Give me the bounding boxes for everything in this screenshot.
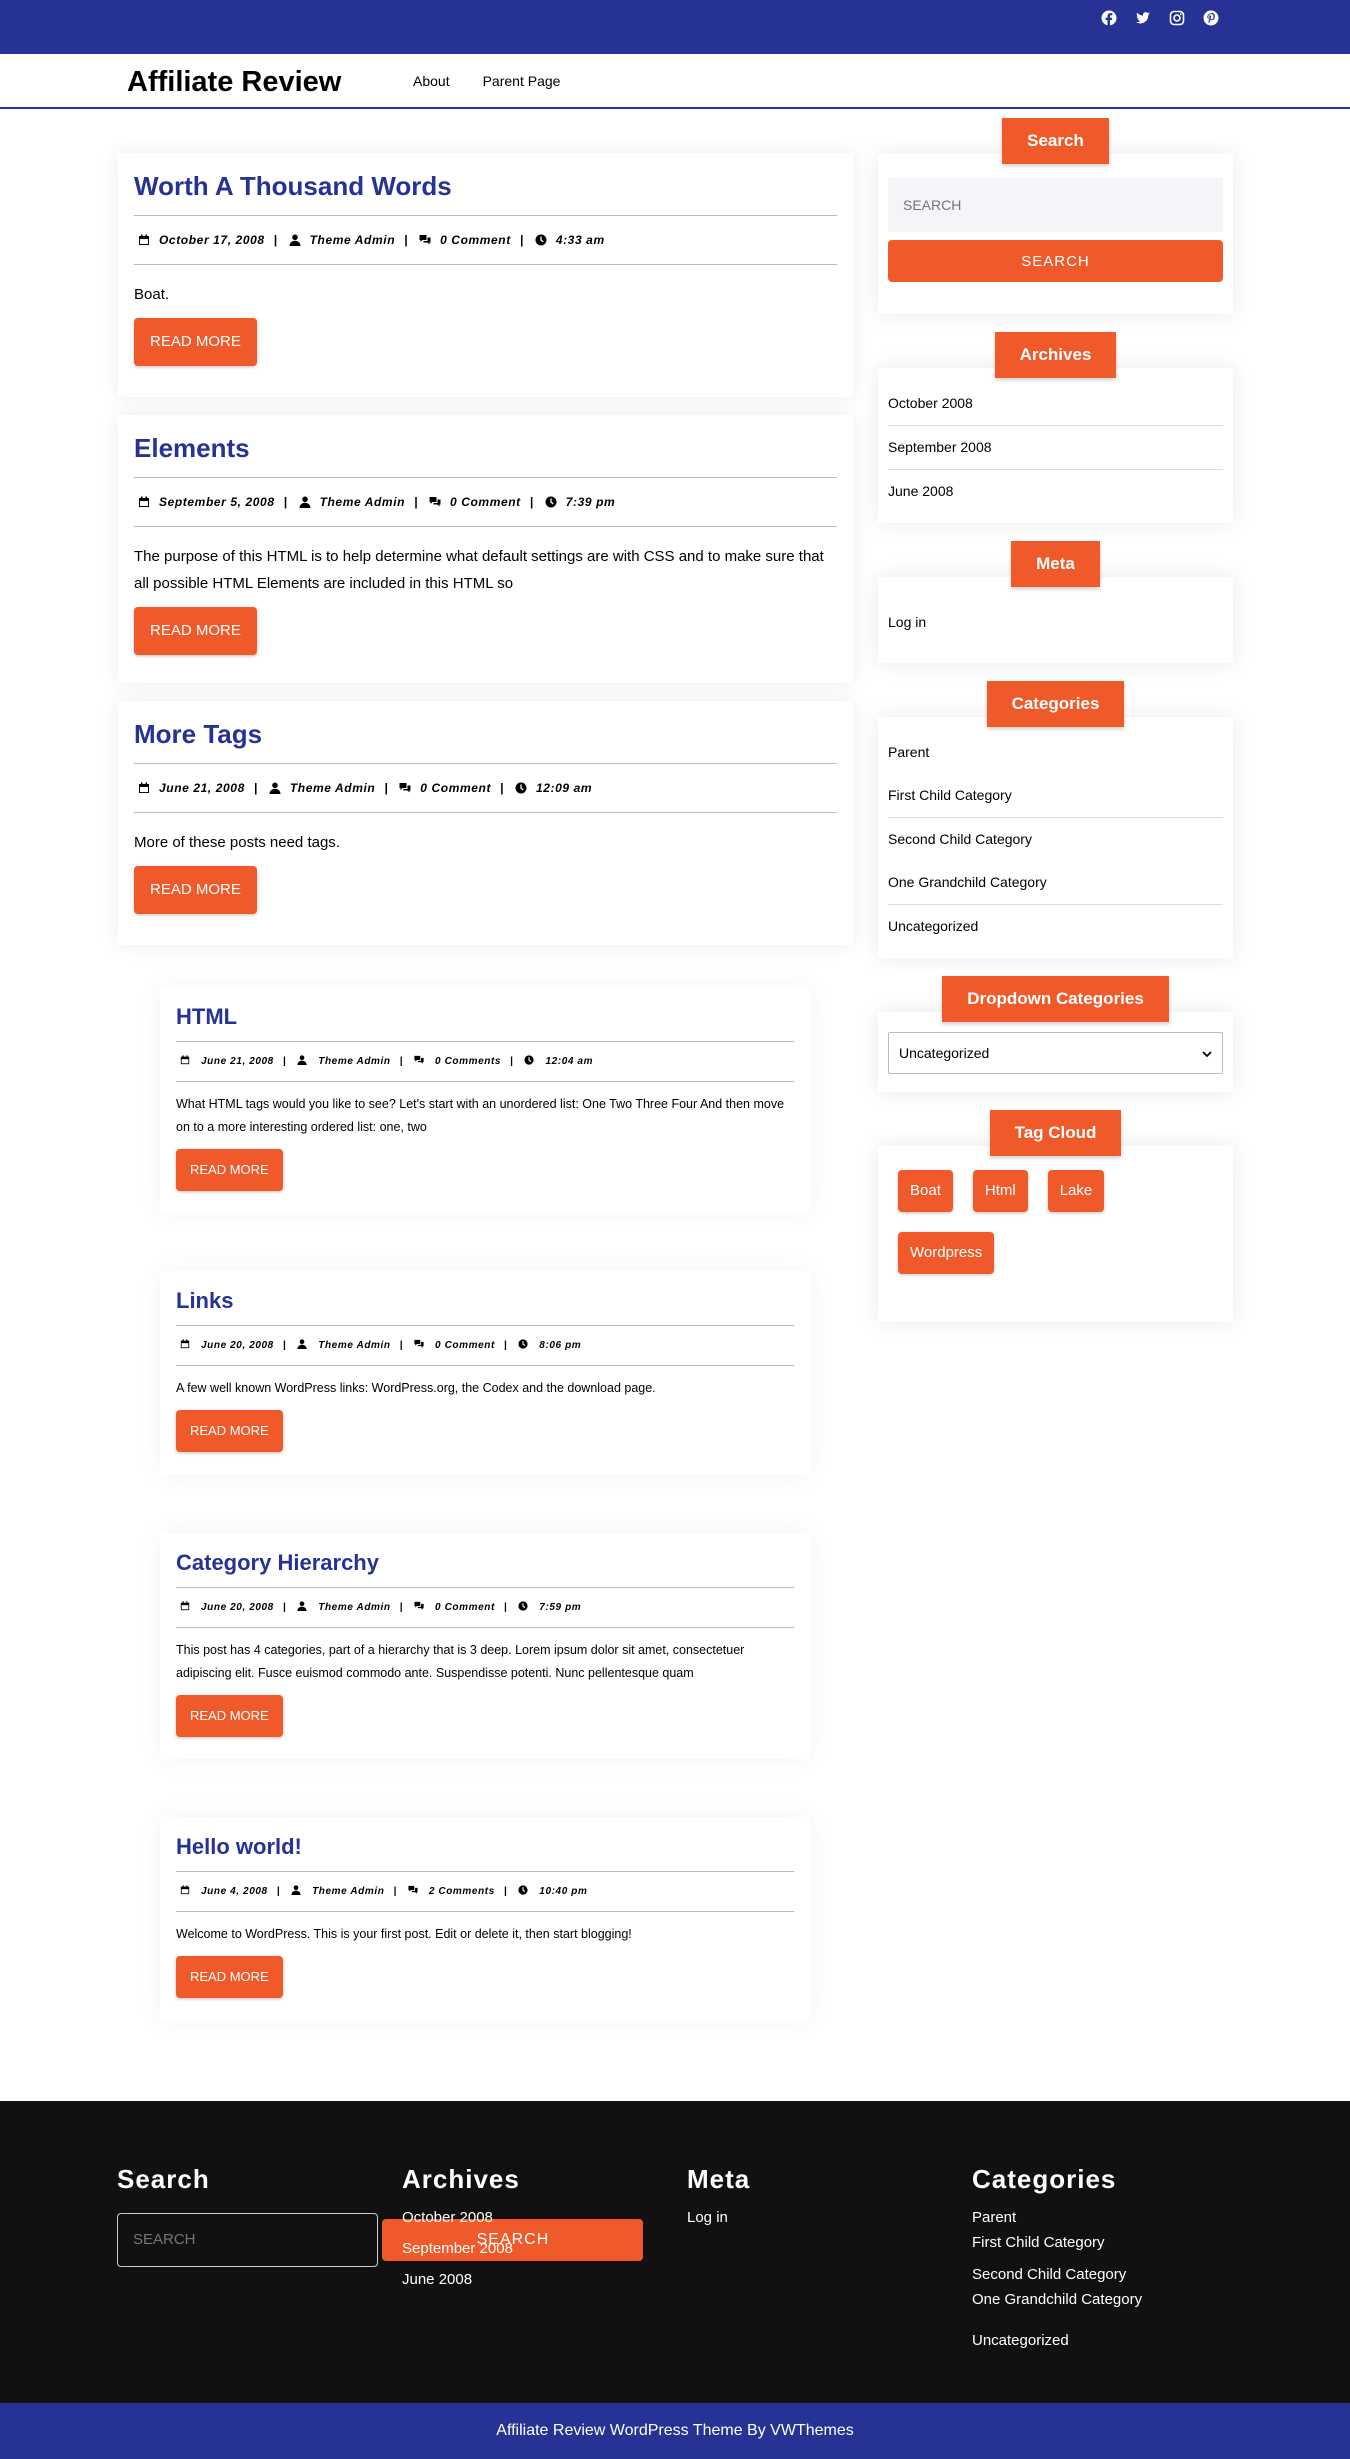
footer-archive-link[interactable]: September 2008 xyxy=(402,2240,513,2257)
post-time: 12:09 am xyxy=(536,781,593,795)
clock-icon xyxy=(515,782,528,795)
chevron-down-icon xyxy=(1202,1045,1212,1061)
category-link[interactable]: Second Child Category xyxy=(888,831,1032,847)
post-card xyxy=(160,1533,810,1759)
archive-link[interactable]: June 2008 xyxy=(888,483,954,499)
post-title[interactable]: Category Hierarchy xyxy=(176,1549,794,1588)
post-excerpt: Welcome to WordPress. This is your first post. Edit or delete it, then start blogging! xyxy=(176,1927,632,1941)
category-link[interactable]: Parent xyxy=(888,744,930,760)
footer-category-link[interactable]: One Grandchild Category xyxy=(972,2291,1143,2308)
post-time: 7:39 pm xyxy=(565,495,616,509)
post-card xyxy=(118,153,853,397)
post-time: 8:06 pm xyxy=(539,1340,582,1351)
archive-link[interactable]: September 2008 xyxy=(888,426,1223,470)
comments-icon xyxy=(399,782,412,795)
footer-widget-title: Meta xyxy=(687,2164,751,2194)
post-date[interactable]: June 20, 2008 xyxy=(201,1340,274,1351)
search-widget xyxy=(878,118,1233,314)
facebook-icon[interactable] xyxy=(1100,9,1118,27)
post-time: 4:33 am xyxy=(555,233,605,247)
category-select[interactable] xyxy=(888,1032,1223,1074)
clock-icon xyxy=(545,496,558,509)
post-author[interactable]: Theme Admin xyxy=(309,233,396,247)
post-author[interactable]: Theme Admin xyxy=(312,1886,385,1897)
twitter-icon[interactable] xyxy=(1134,9,1152,27)
footer-category-link[interactable]: Parent xyxy=(972,2209,1017,2226)
post-title[interactable]: HTML xyxy=(176,1003,794,1042)
post-author[interactable]: Theme Admin xyxy=(318,1602,391,1613)
widget-title: Search xyxy=(1002,118,1109,164)
post-meta: June 21, 2008 | Theme Admin | 0 Comments | 12:04 am xyxy=(176,1042,794,1082)
post-title[interactable]: Hello world! xyxy=(176,1833,794,1872)
tag-link[interactable]: Lake xyxy=(1048,1170,1105,1212)
footer-archives xyxy=(402,2164,520,2288)
post-title[interactable]: Worth A Thousand Words xyxy=(134,169,837,216)
category-link[interactable]: One Grandchild Category xyxy=(888,861,1223,905)
widget-title: Categories xyxy=(987,681,1125,727)
post-meta: October 17, 2008 | Theme Admin | 0 Comment | 4:33 am xyxy=(134,216,837,265)
nav-parent-page[interactable]: Parent Page xyxy=(482,73,561,89)
footer-login-link[interactable]: Log in xyxy=(687,2209,728,2226)
social-links xyxy=(1100,9,1220,27)
read-more-button[interactable]: READ MORE xyxy=(176,1149,283,1191)
tag-link[interactable]: Wordpress xyxy=(898,1232,994,1274)
comments-icon xyxy=(429,496,442,509)
calendar-icon xyxy=(180,1055,193,1068)
post-card xyxy=(160,987,810,1213)
read-more-button[interactable]: READ MORE xyxy=(134,607,257,655)
calendar-icon xyxy=(180,1885,193,1898)
widget-title: Dropdown Categories xyxy=(942,976,1169,1022)
comments-icon xyxy=(414,1339,427,1352)
post-author[interactable]: Theme Admin xyxy=(318,1340,391,1351)
clock-icon xyxy=(518,1601,531,1614)
widget-title: Archives xyxy=(995,332,1117,378)
post-time: 12:04 am xyxy=(545,1056,594,1067)
post-excerpt: The purpose of this HTML is to help determine what default settings are with CSS and to make sure that all possible HTML Elements are included in this HTML so xyxy=(134,548,824,592)
footer-category-link[interactable]: First Child Category xyxy=(972,2234,1105,2251)
category-link[interactable]: First Child Category xyxy=(888,774,1223,818)
footer-search-input[interactable] xyxy=(117,2213,378,2267)
sidebar xyxy=(878,118,1233,1340)
post-meta: June 21, 2008 | Theme Admin | 0 Comment | 12:09 am xyxy=(134,764,837,813)
search-input[interactable] xyxy=(888,178,1223,232)
read-more-button[interactable]: READ MORE xyxy=(134,866,257,914)
widget-title: Tag Cloud xyxy=(990,1110,1122,1156)
post-comments[interactable]: 0 Comment xyxy=(440,233,511,247)
post-card xyxy=(118,701,853,945)
site-header xyxy=(0,54,1350,109)
post-time: 10:40 pm xyxy=(539,1886,588,1897)
post-date[interactable]: June 21, 2008 xyxy=(201,1056,274,1067)
post-excerpt: Boat. xyxy=(134,286,170,303)
clock-icon xyxy=(524,1055,537,1068)
post-author[interactable]: Theme Admin xyxy=(319,495,406,509)
post-title[interactable]: More Tags xyxy=(134,717,837,764)
tag-link[interactable]: Html xyxy=(973,1170,1028,1212)
dropdown-categories-widget xyxy=(878,976,1233,1092)
widget-title: Meta xyxy=(1011,541,1100,587)
footer-meta xyxy=(687,2164,750,2226)
nav-about[interactable]: About xyxy=(413,73,450,89)
post-date[interactable]: October 17, 2008 xyxy=(159,233,265,247)
user-icon xyxy=(297,1339,310,1352)
post-time: 7:59 pm xyxy=(539,1602,582,1613)
post-card xyxy=(160,1271,810,1475)
post-excerpt: More of these posts need tags. xyxy=(134,834,340,851)
top-bar xyxy=(0,0,1350,54)
site-title[interactable]: Affiliate Review xyxy=(127,66,342,98)
user-icon xyxy=(289,234,302,247)
footer-categories xyxy=(972,2164,1142,2349)
tag-link[interactable]: Boat xyxy=(898,1170,953,1212)
post-date[interactable]: June 21, 2008 xyxy=(159,781,245,795)
post-author[interactable]: Theme Admin xyxy=(289,781,376,795)
post-card xyxy=(118,415,853,683)
copyright[interactable]: Affiliate Review WordPress Theme By VWThemes xyxy=(0,2403,1350,2459)
footer-widget-title: Archives xyxy=(402,2164,520,2194)
main-nav xyxy=(413,73,560,89)
read-more-button[interactable]: READ MORE xyxy=(176,1956,283,1998)
footer-search-button[interactable]: SEARCH xyxy=(382,2219,643,2261)
clock-icon xyxy=(535,234,548,247)
tag-cloud-widget xyxy=(878,1110,1233,1322)
clock-icon xyxy=(518,1885,531,1898)
user-icon xyxy=(269,782,282,795)
post-title[interactable]: Elements xyxy=(134,431,837,478)
meta-widget xyxy=(878,541,1233,663)
pinterest-icon[interactable] xyxy=(1202,9,1220,27)
post-excerpt: What HTML tags would you like to see? Let's start with an unordered list: One Two Three Four And then move on to a more interesting ordered list: one, two xyxy=(176,1097,785,1134)
read-more-button[interactable]: READ MORE xyxy=(134,318,257,366)
user-icon xyxy=(297,1055,310,1068)
post-date[interactable]: June 4, 2008 xyxy=(201,1886,268,1897)
read-more-button[interactable]: READ MORE xyxy=(176,1695,283,1737)
post-date[interactable]: September 5, 2008 xyxy=(159,495,275,509)
post-date[interactable]: June 20, 2008 xyxy=(201,1602,274,1613)
post-excerpt: This post has 4 categories, part of a hierarchy that is 3 deep. Lorem ipsum dolor sit amet, consectetuer adipiscing elit. Fusce euismod commodo ante. Suspendisse potenti. Nunc pellentesque quam xyxy=(176,1643,745,1680)
categories-widget xyxy=(878,681,1233,958)
post-comments[interactable]: 0 Comment xyxy=(420,781,492,795)
meta-login-link[interactable]: Log in xyxy=(888,614,927,630)
post-meta: June 20, 2008 | Theme Admin | 0 Comment | 8:06 pm xyxy=(176,1326,794,1366)
search-button[interactable]: SEARCH xyxy=(888,240,1223,282)
post-list xyxy=(118,153,853,2079)
calendar-icon xyxy=(180,1339,193,1352)
clock-icon xyxy=(518,1339,531,1352)
post-title[interactable]: Links xyxy=(176,1287,794,1326)
comments-icon xyxy=(408,1885,421,1898)
calendar-icon xyxy=(180,1601,193,1614)
post-comments[interactable]: 0 Comment xyxy=(435,1602,495,1613)
post-comments[interactable]: 2 Comments xyxy=(428,1886,495,1897)
post-comments[interactable]: 0 Comment xyxy=(450,495,521,509)
calendar-icon xyxy=(138,496,151,509)
footer-archive-link[interactable]: June 2008 xyxy=(402,2271,473,2288)
footer-widget-title: Search xyxy=(117,2164,210,2194)
footer-category-link[interactable]: Uncategorized xyxy=(972,2332,1069,2349)
comments-icon xyxy=(414,1055,427,1068)
footer-archive-link[interactable]: October 2008 xyxy=(402,2209,493,2226)
calendar-icon xyxy=(138,782,151,795)
footer-category-link[interactable]: Second Child Category xyxy=(972,2266,1127,2283)
post-meta: June 4, 2008 | Theme Admin | 2 Comments | 10:40 pm xyxy=(176,1872,794,1912)
post-card xyxy=(160,1817,810,2021)
user-icon xyxy=(297,1601,310,1614)
user-icon xyxy=(291,1885,304,1898)
user-icon xyxy=(299,496,312,509)
post-meta: June 20, 2008 | Theme Admin | 0 Comment | 7:59 pm xyxy=(176,1588,794,1628)
comments-icon xyxy=(419,234,432,247)
post-excerpt: A few well known WordPress links: WordPress.org, the Codex and the download page. xyxy=(176,1381,656,1395)
category-select-value: Uncategorized xyxy=(899,1045,990,1061)
post-author[interactable]: Theme Admin xyxy=(318,1056,391,1067)
archive-link[interactable]: October 2008 xyxy=(888,382,1223,426)
read-more-button[interactable]: READ MORE xyxy=(176,1410,283,1452)
instagram-icon[interactable] xyxy=(1168,9,1186,27)
archives-widget xyxy=(878,332,1233,523)
footer-search xyxy=(117,2164,643,2267)
comments-icon xyxy=(414,1601,427,1614)
post-meta: September 5, 2008 | Theme Admin | 0 Comment | 7:39 pm xyxy=(134,478,837,527)
post-comments[interactable]: 0 Comment xyxy=(435,1340,495,1351)
footer xyxy=(0,2101,1350,2403)
footer-widget-title: Categories xyxy=(972,2164,1117,2194)
calendar-icon xyxy=(138,234,151,247)
post-comments[interactable]: 0 Comments xyxy=(435,1056,502,1067)
category-link[interactable]: Uncategorized xyxy=(888,918,979,934)
